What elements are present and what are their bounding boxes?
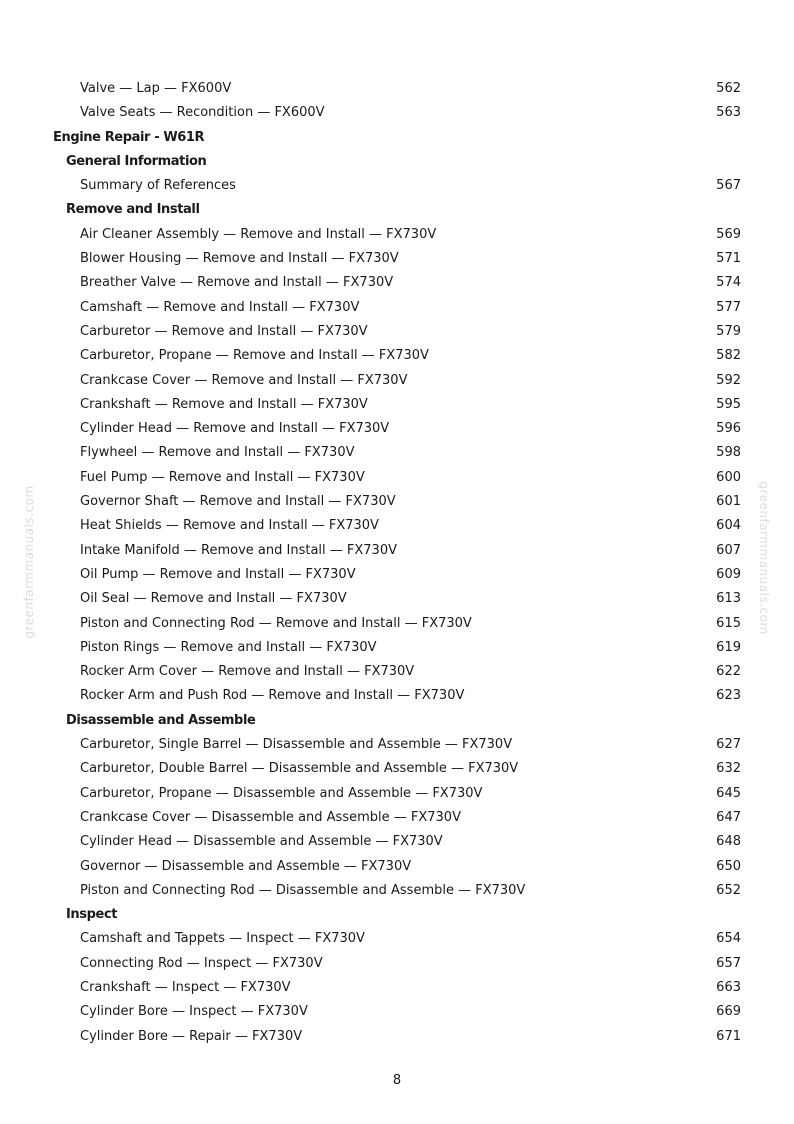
toc-entry-title: Breather Valve — Remove and Install — FX730V — [80, 275, 394, 291]
toc-entry-page: 648 — [716, 834, 741, 850]
toc-entry-page: 632 — [716, 761, 741, 777]
toc-entry-page: 619 — [716, 639, 741, 655]
toc-entry-title: Rocker Arm and Push Rod — Remove and Install — FX730V — [80, 688, 465, 704]
toc-subsection-heading — [0, 198, 794, 222]
toc-entry-page: 615 — [716, 615, 741, 631]
toc-entry-page: 596 — [716, 421, 741, 437]
toc-entry[interactable] — [0, 952, 794, 976]
toc-entry[interactable] — [0, 441, 794, 465]
toc-entry[interactable] — [0, 344, 794, 368]
toc-entry-page: 598 — [716, 445, 741, 461]
toc-entry[interactable] — [0, 563, 794, 587]
toc-entry[interactable] — [0, 393, 794, 417]
toc-entry-title: Governor — Disassemble and Assemble — FX730V — [80, 858, 412, 874]
toc-entry-title: Air Cleaner Assembly — Remove and Install — FX730V — [80, 226, 437, 242]
toc-entry-page: 582 — [716, 348, 741, 364]
toc-entry[interactable] — [0, 369, 794, 393]
toc-entry[interactable] — [0, 587, 794, 611]
watermark-right: greenfarmmanuals.com — [757, 481, 771, 635]
toc-entry-page: 650 — [716, 858, 741, 874]
toc-entry-title: Piston Rings — Remove and Install — FX730V — [80, 639, 377, 655]
toc-entry-title: Piston and Connecting Rod — Remove and Install — FX730V — [80, 615, 472, 631]
toc-entry[interactable] — [0, 660, 794, 684]
toc-entry[interactable] — [0, 101, 794, 125]
toc-section-heading — [0, 126, 794, 150]
toc-entry-title: Carburetor, Double Barrel — Disassemble and Assemble — FX730V — [80, 761, 519, 777]
toc-entry[interactable] — [0, 976, 794, 1000]
toc-entry-page: 609 — [716, 566, 741, 582]
toc-subsection-heading — [0, 709, 794, 733]
toc-entry-page: 569 — [716, 226, 741, 242]
toc-entry-title: Connecting Rod — Inspect — FX730V — [80, 955, 323, 971]
toc-entry[interactable] — [0, 1000, 794, 1024]
toc-entry-title: Governor Shaft — Remove and Install — FX730V — [80, 494, 396, 510]
toc-entry-page: 669 — [716, 1004, 741, 1020]
toc-entry[interactable] — [0, 684, 794, 708]
toc-entry[interactable] — [0, 806, 794, 830]
toc-entry[interactable] — [0, 879, 794, 903]
toc-entry[interactable] — [0, 855, 794, 879]
toc-entry-page: 563 — [716, 105, 741, 121]
toc-entry-page: 622 — [716, 664, 741, 680]
toc-entry-title: Piston and Connecting Rod — Disassemble and Assemble — FX730V — [80, 882, 526, 898]
toc-entry[interactable] — [0, 77, 794, 101]
toc-entry-page: 574 — [716, 275, 741, 291]
toc-entry-title: Cylinder Bore — Inspect — FX730V — [80, 1004, 308, 1020]
toc-entry[interactable] — [0, 271, 794, 295]
toc-entry-page: 604 — [716, 518, 741, 534]
toc-entry-title: Valve — Lap — FX600V — [80, 81, 232, 96]
toc-entry-title: Carburetor, Single Barrel — Disassemble and Assemble — FX730V — [80, 737, 513, 753]
toc-entry-title: Carburetor, Propane — Remove and Install — FX730V — [80, 348, 429, 364]
toc-entry[interactable] — [0, 490, 794, 514]
toc-entry[interactable] — [0, 174, 794, 198]
toc-entry-page: 663 — [716, 979, 741, 995]
toc-entry-page: 601 — [716, 494, 741, 510]
toc-entry-title: Crankshaft — Remove and Install — FX730V — [80, 396, 368, 412]
toc-entry-title: Crankshaft — Inspect — FX730V — [80, 979, 291, 995]
toc-subsection-heading — [0, 903, 794, 927]
toc-entry[interactable] — [0, 782, 794, 806]
toc-entry-title: General Information — [66, 153, 207, 169]
watermark-left: greenfarmmanuals.com — [22, 485, 36, 639]
toc-entry-title: Oil Seal — Remove and Install — FX730V — [80, 591, 347, 607]
toc-entry-page: 627 — [716, 737, 741, 753]
toc-entry-page: 645 — [716, 785, 741, 801]
toc-entry-page: 600 — [716, 469, 741, 485]
toc-entry-title: Engine Repair - W61R — [53, 129, 205, 145]
toc-entry-page: 595 — [716, 396, 741, 412]
toc-entry-page: 657 — [716, 955, 741, 971]
toc-entry[interactable] — [0, 514, 794, 538]
toc-entry[interactable] — [0, 757, 794, 781]
toc-entry-page: 652 — [716, 882, 741, 898]
toc-entry[interactable] — [0, 320, 794, 344]
toc-entry-title: Camshaft — Remove and Install — FX730V — [80, 299, 360, 315]
toc-entry-title: Rocker Arm Cover — Remove and Install — FX730V — [80, 664, 415, 680]
toc-entry-page: 647 — [716, 809, 741, 825]
toc-entry-title: Summary of References — [80, 178, 236, 194]
toc-entry[interactable] — [0, 733, 794, 757]
toc-entry-page: 607 — [716, 542, 741, 558]
toc-entry-page: 562 — [716, 81, 741, 96]
toc-entry[interactable] — [0, 417, 794, 441]
toc-entry[interactable] — [0, 636, 794, 660]
toc-entry[interactable] — [0, 830, 794, 854]
table-of-contents — [0, 77, 794, 1049]
toc-entry-title: Inspect — [66, 907, 118, 923]
toc-entry-page: 671 — [716, 1028, 741, 1044]
toc-entry-title: Fuel Pump — Remove and Install — FX730V — [80, 469, 365, 485]
toc-entry-title: Cylinder Head — Remove and Install — FX730V — [80, 421, 390, 437]
toc-entry-title: Valve Seats — Recondition — FX600V — [80, 105, 325, 121]
toc-entry[interactable] — [0, 296, 794, 320]
toc-entry-page: 623 — [716, 688, 741, 704]
toc-entry-title: Camshaft and Tappets — Inspect — FX730V — [80, 931, 365, 947]
toc-entry-title: Carburetor — Remove and Install — FX730V — [80, 323, 368, 339]
toc-entry-page: 579 — [716, 323, 741, 339]
toc-entry-title: Heat Shields — Remove and Install — FX730V — [80, 518, 379, 534]
toc-entry-title: Cylinder Bore — Repair — FX730V — [80, 1028, 303, 1044]
page-number: 8 — [392, 1073, 402, 1088]
toc-entry-title: Crankcase Cover — Disassemble and Assemble — FX730V — [80, 809, 461, 825]
toc-entry[interactable] — [0, 223, 794, 247]
toc-entry-page: 577 — [716, 299, 741, 315]
toc-entry-page: 592 — [716, 372, 741, 388]
toc-entry-title: Carburetor, Propane — Disassemble and Assemble — FX730V — [80, 785, 483, 801]
toc-entry[interactable] — [0, 1025, 794, 1049]
toc-entry[interactable] — [0, 539, 794, 563]
toc-entry-title: Intake Manifold — Remove and Install — FX730V — [80, 542, 397, 558]
toc-entry-title: Disassemble and Assemble — [66, 712, 256, 728]
toc-entry-page: 567 — [716, 178, 741, 194]
toc-entry-title: Crankcase Cover — Remove and Install — FX730V — [80, 372, 408, 388]
toc-entry-title: Flywheel — Remove and Install — FX730V — [80, 445, 355, 461]
toc-entry[interactable] — [0, 247, 794, 271]
toc-entry-page: 571 — [716, 251, 741, 267]
toc-entry[interactable] — [0, 612, 794, 636]
toc-entry-title: Cylinder Head — Disassemble and Assemble — FX730V — [80, 834, 443, 850]
toc-entry-title: Blower Housing — Remove and Install — FX730V — [80, 251, 399, 267]
toc-entry[interactable] — [0, 466, 794, 490]
toc-entry[interactable] — [0, 927, 794, 951]
toc-entry-title: Remove and Install — [66, 202, 200, 218]
toc-entry-title: Oil Pump — Remove and Install — FX730V — [80, 566, 356, 582]
toc-subsection-heading — [0, 150, 794, 174]
toc-entry-page: 654 — [716, 931, 741, 947]
toc-entry-page: 613 — [716, 591, 741, 607]
